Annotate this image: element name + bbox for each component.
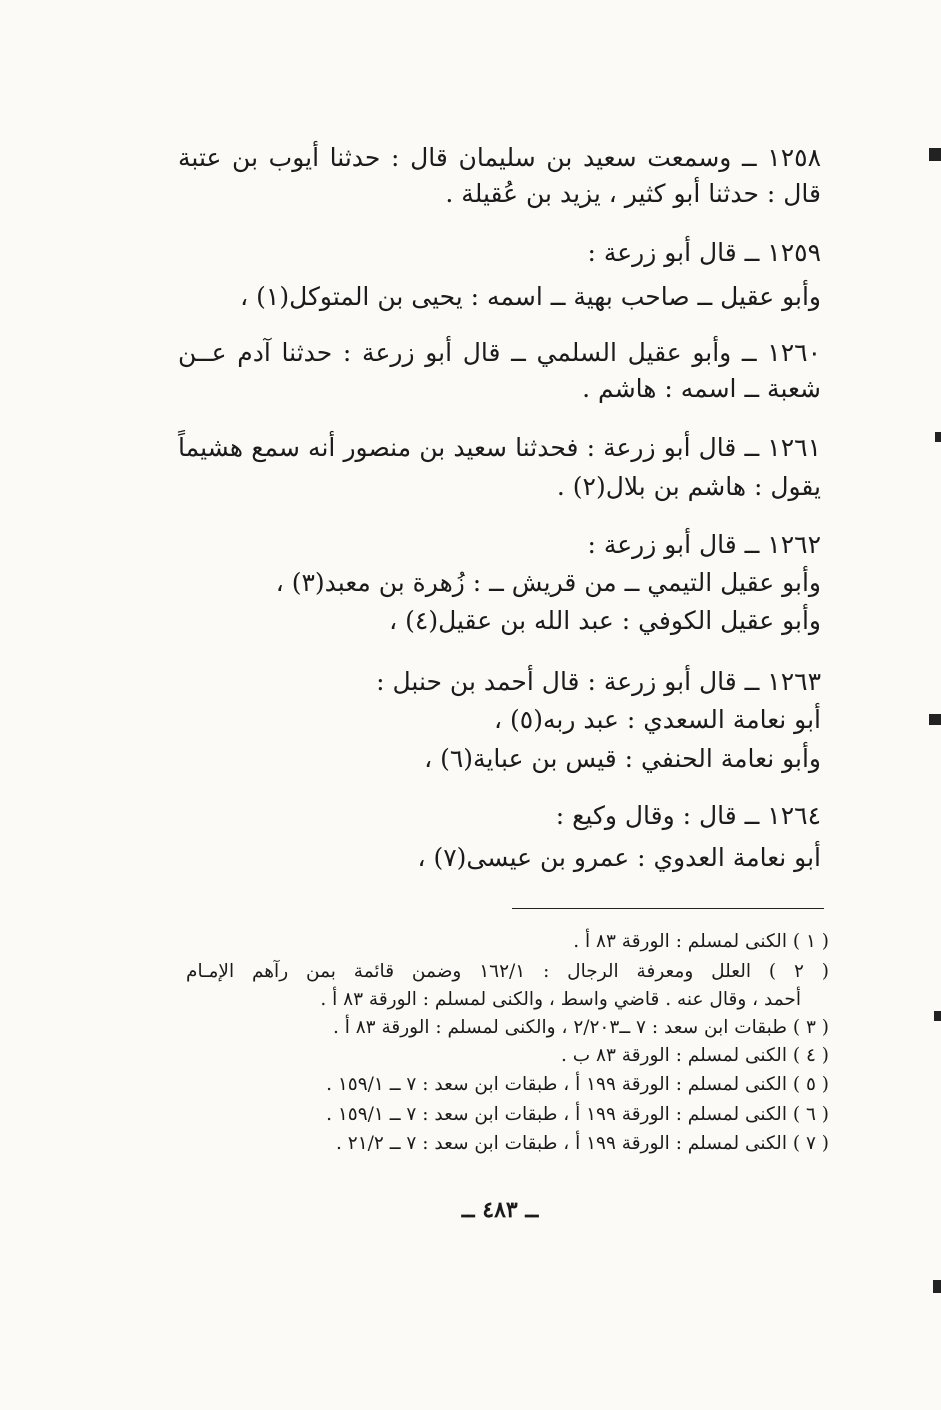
footnote-2-line-1: ( ٢ ) العلل ومعرفة الرجال : ١٦٢/١ وضمن قائمة بمن رآهم الإمـام (186, 961, 829, 982)
entry-1258-line-2: قال : حدثنا أبو كثير ، يزيد بن عُقيلة . (445, 179, 821, 208)
edge-mark (935, 432, 941, 442)
entry-1259-heading: ١٢٥٩ ــ قال أبو زرعة : (587, 238, 821, 267)
footnote-4: ( ٤ ) الكنى لمسلم : الورقة ٨٣ ب . (560, 1045, 829, 1066)
footnote-2-line-2: أحمد ، وقال عنه . قاضي واسط ، والكنى لمسلم : الورقة ٨٣ أ . (320, 989, 801, 1010)
entry-1260-line-2: شعبة ــ اسمه : هاشم . (582, 374, 821, 403)
entry-1262-heading: ١٢٦٢ ــ قال أبو زرعة : (587, 530, 821, 559)
entry-1260-line-1: ١٢٦٠ ــ وأبو عقيل السلمي ــ قال أبو زرعة : حدثنا آدم عــن (178, 338, 821, 367)
footnote-5: ( ٥ ) الكنى لمسلم : الورقة ١٩٩ أ ، طبقات ابن سعد : ٧ ــ ١٥٩/١ . (326, 1074, 829, 1095)
edge-mark (934, 1011, 941, 1021)
footnote-3: ( ٣ ) طبقات ابن سعد : ٧ ــ٢/٢٠٣ ، والكنى لمسلم : الورقة ٨٣ أ . (332, 1017, 829, 1038)
footnote-separator (512, 908, 824, 909)
page-number: ــ ٤٨٣ ــ (461, 1197, 539, 1223)
entry-1263-heading: ١٢٦٣ ــ قال أبو زرعة : قال أحمد بن حنبل : (376, 667, 821, 696)
footnote-1: ( ١ ) الكنى لمسلم : الورقة ٨٣ أ . (573, 931, 829, 952)
footnote-7: ( ٧ ) الكنى لمسلم : الورقة ١٩٩ أ ، طبقات ابن سعد : ٧ ــ ٢١/٢ . (336, 1133, 829, 1154)
entry-1261-line-2: يقول : هاشم بن بلال(٢) . (556, 472, 821, 501)
entry-1264-line-1: أبو نعامة العدوي : عمرو بن عيسى(٧) ، (417, 843, 821, 872)
footnote-6: ( ٦ ) الكنى لمسلم : الورقة ١٩٩ أ ، طبقات ابن سعد : ٧ ــ ١٥٩/١ . (326, 1104, 829, 1125)
entry-1261-line-1: ١٢٦١ ــ قال أبو زرعة : فحدثنا سعيد بن منصور أنه سمع هشيماً (178, 433, 821, 462)
edge-mark (933, 1280, 941, 1293)
entry-1262-line-2: وأبو عقيل الكوفي : عبد الله بن عقيل(٤) ، (389, 606, 821, 635)
edge-mark (929, 714, 941, 725)
entry-1262-line-1: وأبو عقيل التيمي ــ من قريش ــ : زُهرة بن معبد(٣) ، (275, 568, 821, 597)
entry-1263-line-1: أبو نعامة السعدي : عبد ربه(٥) ، (493, 705, 821, 734)
entry-1259-line-1: وأبو عقيل ــ صاحب بهية ــ اسمه : يحيى بن المتوكل(١) ، (240, 282, 821, 311)
edge-mark (929, 148, 941, 161)
entry-1264-heading: ١٢٦٤ ــ قال : وقال وكيع : (555, 801, 821, 830)
entry-1263-line-2: وأبو نعامة الحنفي : قيس بن عباية(٦) ، (424, 744, 821, 773)
entry-1258-line-1: ١٢٥٨ ــ وسمعت سعيد بن سليمان قال : حدثنا أيوب بن عتبة (178, 143, 821, 172)
